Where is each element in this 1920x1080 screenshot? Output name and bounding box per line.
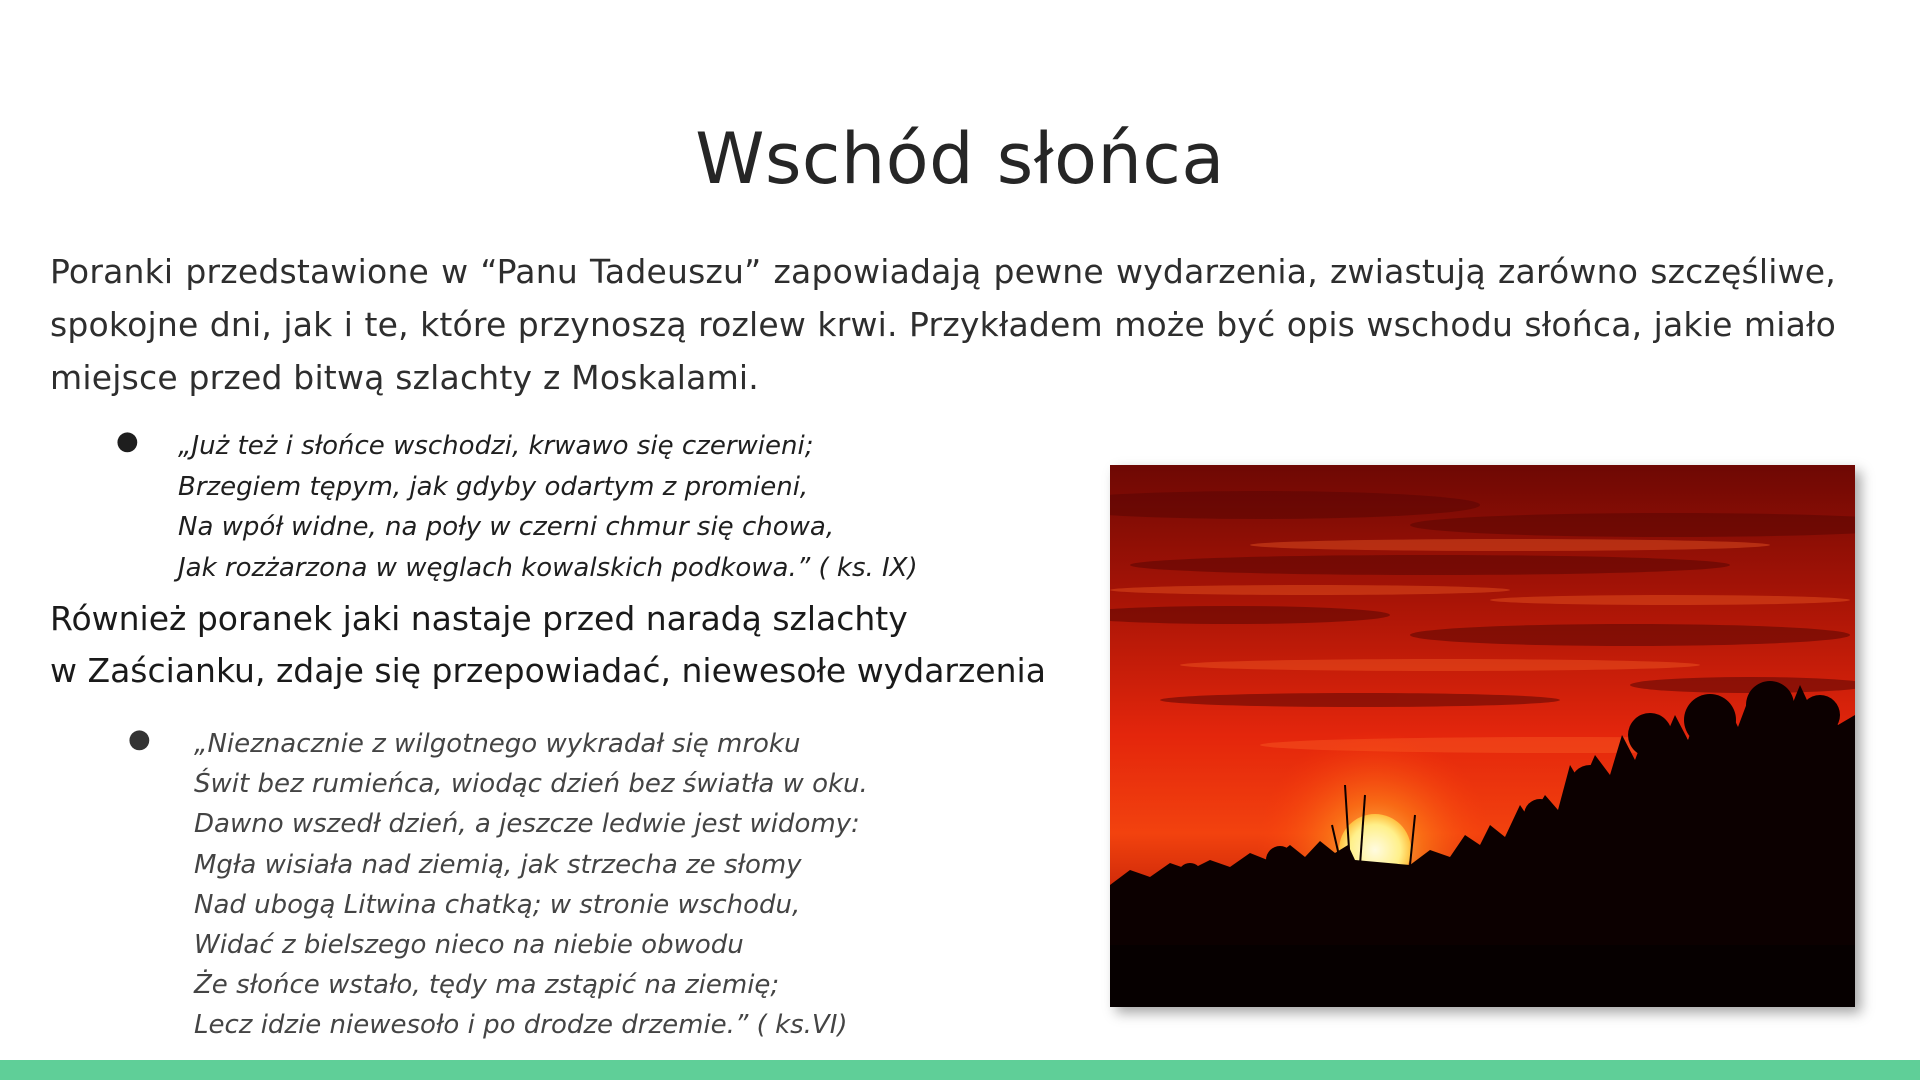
quote-line: Nad ubogą Litwina chatką; w stronie wschodu, (194, 889, 801, 920)
intro-paragraph: Poranki przedstawione w “Panu Tadeuszu” zapowiadają pewne wydarzenia, zwiastują zarówno szczęśliwe, spokojne dni, jak i te, które przynoszą rozlew krwi. Przykładem może być opis wschodu słońca, jakie miało miejsce przed bitwą szlachty z Moskalami. (50, 252, 1836, 397)
sunrise-photo (1110, 465, 1855, 1007)
quote-line: „Już też i słońce wschodzi, krwawo się czerwieni; (178, 431, 814, 461)
sunrise-image (1110, 465, 1855, 1007)
quote-line: „Nieznacznie z wilgotnego wykradał się mroku (194, 729, 801, 759)
quote-line: Dawno wszedł dzień, a jeszcze ledwie jest widomy: (194, 809, 860, 840)
bullet-point: ● (128, 724, 151, 754)
middle-paragraph (50, 593, 1080, 697)
middle-line: Również poranek jaki nastaje przed naradą szlachty (50, 599, 908, 638)
quote-line: Świt bez rumieńca, wiodąc dzień bez światła w oku. (194, 769, 868, 800)
quote-line: Że słońce wstało, tędy ma zstąpić na ziemię; (194, 970, 780, 1001)
bullet-point: ● (116, 426, 139, 456)
quote-line: Brzegiem tępym, jak gdyby odartym z promieni, (178, 471, 809, 502)
quote-line: Widać z bielszego nieco na niebie obwodu (194, 930, 744, 961)
quote-line: Na wpół widne, na poły w czerni chmur się chowa, (178, 512, 835, 542)
footer-bar (0, 1060, 1920, 1080)
quote-1-lines (178, 426, 918, 588)
slide-title: Wschód słońca (695, 118, 1225, 200)
quote-line: Jak rozżarzona w węglach kowalskich podkowa.” ( ks. IX) (178, 552, 918, 583)
middle-line: w Zaścianku, zdaje się przepowiadać, niewesołe wydarzenia (50, 651, 1046, 690)
quote-line: Mgła wisiała nad ziemią, jak strzecha ze słomy (194, 849, 802, 880)
quote-line: Lecz idzie niewesoło i po drodze drzemie.” ( ks.VI) (194, 1010, 848, 1041)
quote-2-lines (194, 724, 868, 1046)
